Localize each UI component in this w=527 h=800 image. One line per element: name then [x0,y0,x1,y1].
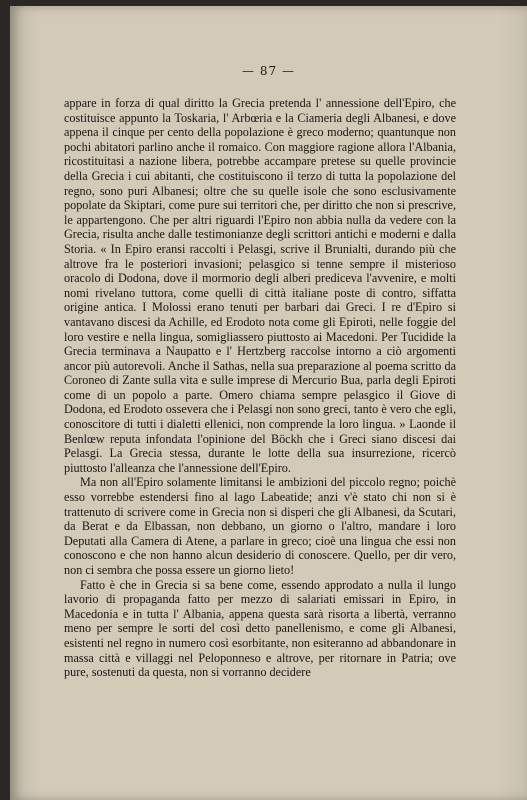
paragraph-continuation: appare in forza di qual diritto la Grecia pretenda l' annessione dell'Epiro, che costituisce appunto la Toskaria, l' Arbœria e la Ciameria degli Albanesi, e dove appena il cinque per cento della popolazione è greco moderno; quantunque non pochi abitatori parlino anche il romaico. Con maggiore ragione allora l'Albania, ricostituitasi a nazione libera, potrebbe accampare pretese su quelle provincie della Grecia i cui abitanti, che costituiscono il terzo di tutta la popolazione del regno, sono puri Albanesi; oltre che su quelle isole che sono esclusivamente popolate da Skiptari, come pure sui territori che, per diritto che non si prescrive, le appartengono. Che per altri riguardi l'Epiro non abbia nulla da vedere con la Grecia, risulta anche dalle testimonianze degli scrittori antichi e moderni e dalla Storia. « In Epiro eransi raccolti i Pelasgi, scrive il Brunialti, durando più che altrove fra le posteriori invasioni; pelasgico si tenne sempre il misterioso oracolo di Dodona, dove il mormorio degli alberi prediceva l'avvenire, e molti nomi rivelano tuttora, come quelli di città italiane poste di contro, siffatta origine antica. I Molossi erano tenuti per barbari dai Greci. I re d'Epiro si vantavano discesi da Achille, ed Erodoto nota come gli Epiroti, nelle foggie del loro vestire e nella lingua, somigliassero piuttosto ai Macedoni. Per Tucidide la Grecia terminava a Naupatto e l' Hertzberg raccolse intorno a ciò argomenti ancor più autorevoli. Anche il Sathas, nella sua preparazione al poema scritto da Coroneo di Zante sulla vita e sulle imprese di Mercurio Bua, parla degli Epiroti come di un popolo a parte. Omero chiama sempre pelasgico il Giove di Dodona, ed Erodoto ossevera che i Pelasgi non sono greci, tanto è vero che egli, conoscitore di tutti i dialetti ellenici, non comprende la loro lingua. » Laonde il Benlœw reputa infondata l'opinione del Böckh che i Greci siano discesi dai Pelasgi. La Grecia stessa, durante le lotte della sua insurrezione, ricercò piuttosto l'alleanza che l'annessione dell'Epiro. [64,96,456,475]
paragraph-propaganda: Fatto è che in Grecia si sa bene come, essendo approdato a nulla il lungo lavorio di propaganda fatto per mezzo di salariati emissari in Epiro, in Macedonia e in tutta l' Albania, appena questa sarà risorta a libertà, verranno meno per sempre le sorti del così detto panellenismo, e come gli Albanesi, esistenti nel regno in numero così esorbitante, non esiteranno ad abbandonare in massa città e villaggi nel Peloponneso e altrove, per ritornare in Patria; ove pure, sostenuti da questa, non si vorranno decidere [64,577,456,680]
paragraph-epiro-ambitions: Ma non all'Epiro solamente limitansi le ambizioni del piccolo regno; poichè esso vorrebbe estendersi fino al lago Labeatide; anzi v'è stato chi non si è trattenuto di scrivere come in Grecia non si disperi che gli Albanesi, da Scutari, da Berat e da Elbassan, non debbano, un giorno o l'altro, mandare i loro Deputati alla Camera di Atene, a parlare in greco; cioè una lingua che essi non conoscono e che non hanno alcun desiderio di conoscere. Quello, per dir vero, non ci sembra che possa essere un giorno lieto! [64,475,456,577]
body-text [64,96,456,680]
book-page [10,6,527,800]
page-number: — 87 — [242,64,295,78]
